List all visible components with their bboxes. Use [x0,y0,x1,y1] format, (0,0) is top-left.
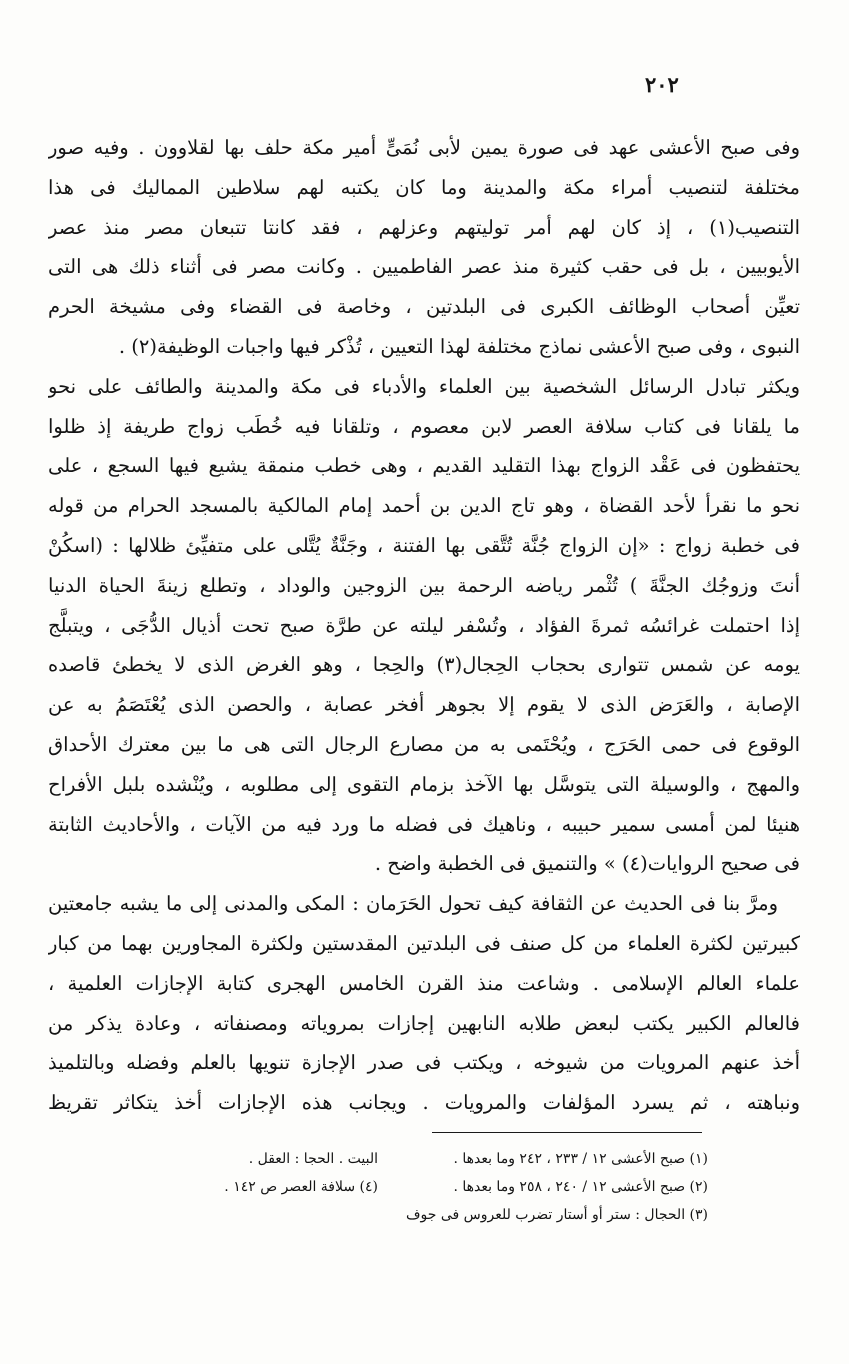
text-line: يومه عن شمس تتوارى بحجاب الحِجال(٣) والحِجا ، وهو الغرض الذى لا يخطئ قاصده [48,653,800,677]
text-line: التنصيب(١) ، إذ كان لهم أمر توليتهم وعزلهم ، فقد كانتا تتبعان مصر منذ عصر [48,215,800,239]
text-line: علماء العالم الإسلامى . وشاعت منذ القرن الخامس الهجرى كتابة الإجازات العلمية ، [48,971,800,995]
text-line: النبوى ، وفى صبح الأعشى نماذج مختلفة لهذا التعيين ، تُذْكر فيها واجبات الوظيفة(٢) . [118,334,800,358]
text-line: هنيئا لمن أمسى سمير حبيبه ، وناهيك فى فضله ما ورد فيه من الآيات ، والأحاديث الثابتة [48,812,800,836]
footnote-text: البيت . الحجا : العقل . [248,1151,378,1167]
text-line: الأيوبيين ، بل فى حقب كثيرة منذ عصر الفاطميين . وكانت مصر فى أثناء ذلك هى التى [48,255,800,279]
text-line: الإصابة ، والعَرَض الذى لا يقوم إلا بجوهر أفخر عصابة ، والحصن الذى يُعْتَصَمُ به عن [48,693,800,717]
text-line: أنتَ وزوجُك الجنَّةَ ) تُثْمر رياضه الرحمة بين الزوجين والوداد ، وتطلع زينةَ الحياة الدنيا [48,573,800,597]
footnote-row [48,1173,708,1201]
text-line: فى خطبة زواج : «إن الزواج جُنَّة تُتَّقى بها الفتنة ، وجَنَّةٌ يُتَّلى على متفيِّئ ظلالها : (اسكُنْ [48,533,800,557]
text-line: نحو ما نقرأ لأحد القضاة ، وهو تاج الدين بن أحمد إمام المالكية بالمسجد الحرام من قوله [48,494,800,518]
text-line: أخذ عنهم المرويات من شيوخه ، ويكتب فى صدر الإجازة تنويها بالعلم وفضله وبالتلميذ [48,1051,800,1075]
text-line: يحتفظون فى عَقْد الزواج بهذا التقليد القديم ، وهى خطب منمقة يشيع فيها السجع ، على [48,454,800,478]
text-line: والمهج ، والوسيلة التى يتوسَّل بها الآخذ بزمام التقوى إلى مطلوبه ، ويُنْشده بلبل الأفراح [48,772,800,796]
text-line: ونباهته ، ثم يسرد المؤلفات والمرويات . ويجانب هذه الإجازات أخذ يتكاثر تقريظ [48,1091,800,1115]
page-number: ٢٠٢ [645,72,679,97]
text-line: كبيرتين لكثرة العلماء من كل صنف فى البلدتين المقدستين ولكثرة المجاورين بهما من كبار [48,931,800,955]
text-line: إذا احتملت غرائسُه ثمرةَ الفؤاد ، وتُسْفر ليلته عن طرَّة صبح تحت أذيال الدُّجَى ، ويتبلَّج [48,613,800,637]
body-text [48,128,800,1123]
footnote-rule [432,1132,702,1133]
text-line: ومرَّ بنا فى الحديث عن الثقافة كيف تحول الحَرَمان : المكى والمدنى إلى ما يشبه جامعتين [48,892,778,916]
footnote-text: (٣) الحجال : ستر أو أستار تضرب للعروس فى جوف [405,1207,708,1223]
text-line: الوقوع فى حمى الحَرَج ، ويُحْتَمى به من مصارع الرجال التى هى ما بين معترك الأحداق [48,732,800,756]
text-line: ما يلقانا فى كتاب سلافة العصر لابن معصوم ، وتلقانا فيه خُطَب زواج طريفة إذ ظلوا [48,414,800,438]
footnote-text: (١) صبح الأعشى ١٢ / ٢٣٣ ، ٢٤٢ وما بعدها . [453,1151,708,1167]
footnote-row [48,1145,708,1173]
text-line: وفى صبح الأعشى عهد فى صورة يمين لأبى نُمَىٍّ أمير مكة حلف بها لقلاوون . وفيه صور [48,136,800,159]
text-line: فى صحيح الروايات(٤) » والتنميق فى الخطبة واضح . [374,852,800,876]
footnotes [48,1145,708,1229]
footnote-text: (٢) صبح الأعشى ١٢ / ٢٤٠ ، ٢٥٨ وما بعدها . [453,1179,708,1195]
footnote-text: (٤) سلافة العصر ص ١٤٢ . [224,1179,378,1195]
text-line: مختلفة لتنصيب أمراء مكة والمدينة وما كان يكتبه لهم سلاطين المماليك فى هذا [48,175,800,199]
footnote-row [48,1201,708,1229]
footnote-text [48,1201,378,1229]
text-line: تعيِّن أصحاب الوظائف الكبرى فى البلدتين ، وخاصة فى القضاء وفى مشيخة الحرم [48,295,800,319]
text-line: ويكثر تبادل الرسائل الشخصية بين العلماء والأدباء فى مكة والمدينة والطائف على نحو [48,374,800,398]
text-line: فالعالم الكبير يكتب لبعض طلابه النابهين إجازات بمروياته ومصنفاته ، وعادة يذكر من [48,1011,800,1035]
